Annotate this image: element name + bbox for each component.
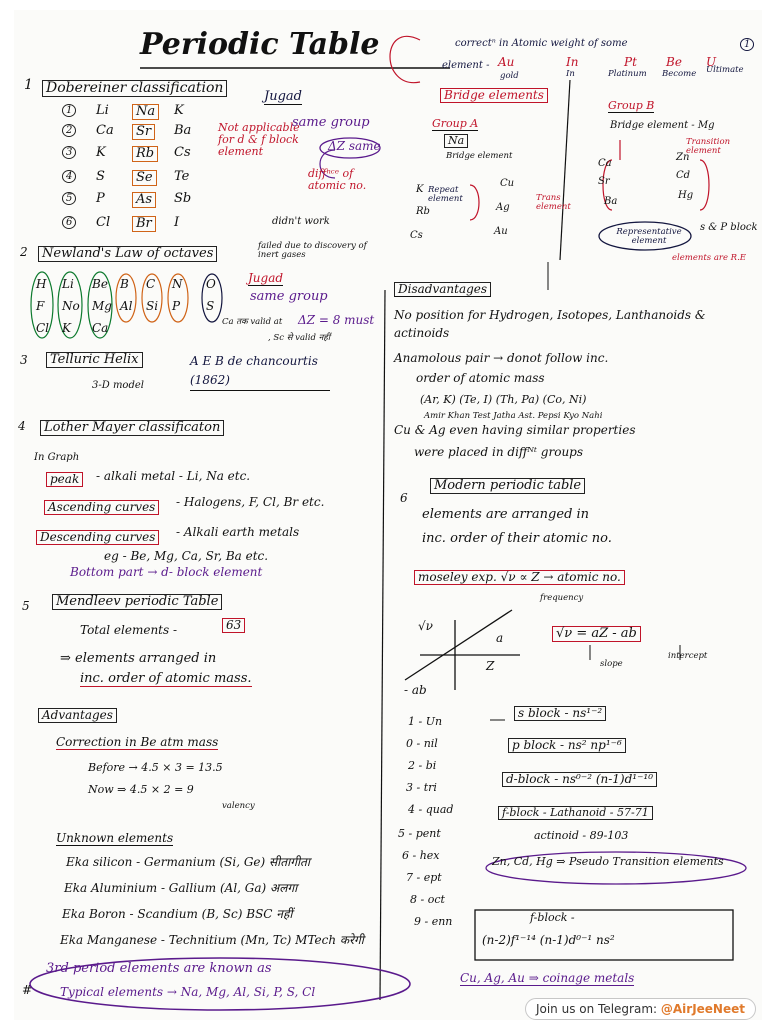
bridge-ag: Ag [496,202,510,213]
section-num-6: 6 [400,491,408,505]
dobereiner-element-a: K [96,145,106,160]
header-el-in: In [566,55,579,69]
newland-element: O [206,277,216,291]
mendleev-arr2: inc. order of atomic mass. [80,671,252,686]
header-el-pt: Pt [624,55,637,69]
dobereiner-element-b: As [132,192,156,208]
header-sub-platinum: Platinum [608,69,647,79]
eka-element: Eka Aluminium - Gallium (Al, Ga) अलगा [64,881,298,895]
bridge-na: Na [444,134,468,148]
number-prefix: 2 - bi [408,759,437,772]
disadvantages-heading: Disadvantages [394,282,491,297]
section-num-2: 2 [20,245,28,259]
modern-moseley: moseley exp. √ν ∝ Z → atomic no. [414,570,625,585]
graph-ab-label: - ab [404,683,427,697]
dobereiner-element-a: Cl [96,215,111,230]
bridge-rb: Rb [416,206,430,217]
dobereiner-row-num: 1 [62,104,76,117]
bridge-divider [560,80,570,260]
f-block-label: f-block - [530,911,575,924]
number-prefix: 8 - oct [410,893,445,906]
dobereiner-row-num: 4 [62,170,76,183]
newland-element: Li [62,277,74,291]
lothar-graph: In Graph [34,452,80,463]
dobereiner-element-b: Na [132,104,159,120]
header-sub-ultimate: Ultimate [706,65,744,75]
eq-arrows [590,645,680,660]
dobereiner-element-a: Ca [96,123,114,138]
bridge-mg: Bridge element - Mg [610,120,715,131]
disadvantages-p2b: order of atomic mass [416,371,545,385]
section-num-4: 4 [18,419,26,433]
newland-heading: Newland's Law of octaves [38,246,217,262]
header-el-u: U [706,55,717,69]
modern-slope: slope [600,659,623,669]
eka-element: Eka Boron - Scandium (B, Sc) BSC नहीं [62,907,293,921]
dobereiner-tag: Jugad [264,89,302,104]
lothar-desc-text: - Alkali earth metals [176,525,300,539]
advantages-heading: Advantages [38,708,117,723]
dobereiner-row-num: 5 [62,192,76,205]
bridge-zn: Zn [676,152,690,163]
newland-same-group: same group [250,289,328,304]
newland-element: C [146,277,156,291]
modern-frequency: frequency [540,593,584,603]
brace-icon [390,36,420,82]
d-block-box: d-block - ns⁰⁻² (n-1)d¹⁻¹⁰ [502,772,657,787]
number-prefix: 1 - Un [408,715,443,728]
newland-element: N [172,277,183,291]
dobereiner-element-a: P [96,191,105,206]
f-block-actinoid: actinoid - 89-103 [534,829,629,842]
bridge-sp: s & P block [700,222,758,233]
zn-brace [700,160,709,210]
dobereiner-diff: diffⁿᶜᵉ of atomic no. [308,167,367,193]
graph-y-label: √ν [418,619,433,633]
newland-element: P [172,299,181,313]
dobereiner-heading: Dobereiner classification [42,80,227,97]
center-divider [380,290,385,1000]
header-note-line: correctⁿ in Atomic weight of some [455,38,628,49]
page-title: Periodic Table [140,27,380,62]
section-num-1: 1 [24,77,33,93]
newland-element: H [36,277,47,291]
header-sub-become: Become [662,69,697,79]
typical-line2: Typical elements → Na, Mg, Al, Si, P, S, Cl [60,985,316,999]
bridge-sr: Sr [598,176,610,187]
header-circled-num: 1 [740,38,754,51]
eka-element: Eka silicon - Germanium (Si, Ge) सीतागीता [66,855,311,869]
bridge-group-a: Group A [432,117,479,130]
graph-x-label: Z [486,659,495,673]
mendleev-total: Total elements - [80,623,178,637]
telegram-handle[interactable]: @AirJeeNeet [660,1002,745,1016]
newland-element: Ca [92,321,109,335]
hash-mark: # [22,983,33,997]
telegram-prefix: Join us on Telegram: [535,1002,661,1016]
newland-element: No [62,299,80,313]
header-el-be: Be [666,55,682,69]
bridge-k: K [416,184,424,195]
dobereiner-row-num: 3 [62,146,76,159]
bridge-au: Au [494,226,508,237]
dobereiner-element-b: Se [132,170,157,186]
typical-line1: 3rd period elements are known as [46,961,272,976]
newland-element: Cl [36,321,50,335]
telluric-model: 3-D model [92,380,144,391]
number-prefix: 3 - tri [406,781,437,794]
f-block-box: f-block - Lathanoid - 57-71 [498,806,653,820]
bridge-cs: Cs [410,230,423,241]
bridge-group-b: Group B [608,99,655,112]
mendleev-arr1: ⇒ elements arranged in [60,651,217,666]
dobereiner-element-c: I [174,215,180,230]
bridge-transition: Transition element [686,137,731,157]
pseudo-transition: Zn, Cd, Hg ⇒ Pseudo Transition elements [492,855,724,868]
number-prefix: 7 - ept [406,871,442,884]
bridge-repeat: Repeat element [428,185,463,205]
lothar-desc-eg: eg - Be, Mg, Ca, Sr, Ba etc. [104,549,269,563]
advantages-correction: Correction in Be atm mass [56,735,219,749]
disadvantages-mnemonic: Amir Khan Test Jatha Ast. Pepsi Kyo Nahi [424,411,603,421]
dobereiner-element-b: Rb [132,146,158,162]
modern-equation: √ν = aZ - ab [552,626,641,642]
modern-intercept: intercept [668,651,708,661]
dobereiner-element-b: Br [132,216,156,232]
dobereiner-element-c: K [174,103,184,118]
telluric-heading: Telluric Helix [46,352,143,368]
disadvantages-p1: No position for Hydrogen, Isotopes, Lanthanoids & actinoids [394,308,706,340]
newland-element: Mg [92,299,112,313]
lothar-heading: Lother Mayer classificaton [40,420,224,436]
dobereiner-element-c: Ba [174,123,192,138]
dobereiner-row-num: 2 [62,124,76,137]
number-prefix: 4 - quad [408,803,454,816]
newland-element: K [62,321,71,335]
graph-a-label: a [496,631,504,645]
bridge-cd: Cd [676,170,691,181]
dobereiner-same-group: same group [292,115,370,130]
dobereiner-element-c: Te [174,169,190,184]
section-num-5: 5 [22,599,30,613]
lothar-descending: Descending curves [36,530,159,545]
section-num-3: 3 [20,353,28,367]
telegram-badge[interactable] [525,998,756,1020]
newland-element: Si [146,299,159,313]
lothar-ascending: Ascending curves [44,500,159,515]
dobereiner-row-num: 6 [62,216,76,229]
s-block-box: s block - ns¹⁻² [514,706,606,721]
bridge-re: elements are R.E [672,253,746,263]
coinage-metals: Cu, Ag, Au ⇒ coinage metals [460,971,635,985]
newland-element: S [206,299,215,313]
number-prefix: 0 - nil [406,737,438,750]
dobereiner-dz-same: ΔZ same [328,139,381,153]
disadvantages-p3b: were placed in diffᴺᵗ groups [414,445,584,459]
lothar-peak-text: - alkali metal - Li, Na etc. [96,469,251,483]
dobereiner-element-b: Sr [132,124,155,140]
newland-element: B [120,277,129,291]
number-prefix: 5 - pent [398,827,441,840]
header-el-au: Au [498,55,515,69]
bridge-trans: Trans element [536,193,571,213]
dobereiner-didnt: didn't work [272,216,330,227]
header-sub-gold: gold [500,71,519,81]
bridge-representative: Representative element [616,227,682,247]
bridge-ba: Ba [604,196,618,207]
modern-heading: Modern periodic table [430,478,585,494]
advantages-before: Before → 4.5 × 3 = 13.5 [88,761,223,774]
modern-line2: inc. order of their atomic no. [422,531,612,546]
f-block-config: (n-2)f¹⁻¹⁴ (n-1)d⁰⁻¹ ns² [482,933,615,947]
bridge-hg: Hg [678,190,694,201]
telluric-by: A E B de chancourtis (1862) [190,352,330,391]
bridge-cu: Cu [500,178,515,189]
newland-element: Be [92,277,108,291]
mendleev-heading: Mendleev periodic Table [52,594,222,610]
advantages-valency: valency [222,801,255,811]
newland-ca: Ca तक valid at [222,317,283,327]
dobereiner-element-c: Sb [174,191,192,206]
bridge-element-label: Bridge element [446,151,513,161]
mendleev-total-value: 63 [222,618,245,633]
newland-jugad: Jugad [248,271,284,285]
number-prefix: 6 - hex [402,849,440,862]
advantages-now: Now ⇒ 4.5 × 2 = 9 [88,783,194,796]
disadvantages-p3a: Cu & Ag even having similar properties [394,423,636,437]
header-sub-in: In [566,69,575,79]
disadvantages-p2a: Anamolous pair → donot follow inc. [394,351,609,365]
eka-element: Eka Manganese - Technitium (Mn, Tc) MTech करेगी [60,933,364,947]
number-prefix: 9 - enn [414,915,453,928]
advantages-unknown: Unknown elements [56,831,174,845]
dobereiner-element-c: Cs [174,145,191,160]
p-block-box: p block - ns² np¹⁻⁶ [508,738,626,753]
dobereiner-element-a: Li [96,103,109,118]
lothar-bottom: Bottom part → d- block element [70,565,263,579]
bridge-ca: Ca [598,158,612,169]
newland-failed: failed due to discovery of inert gases [258,241,367,261]
trans-brace [470,185,479,220]
modern-line1: elements are arranged in [422,507,590,522]
header-element-label: element - [442,60,490,71]
newland-dz: ΔZ = 8 must [298,313,375,327]
dobereiner-note: Not applicable for d & f block element [218,121,300,159]
disadvantages-pairs: (Ar, K) (Te, I) (Th, Pa) (Co, Ni) [420,393,587,406]
dobereiner-element-a: S [96,169,105,184]
lothar-peak: peak [46,472,83,487]
bridge-heading: Bridge elements [440,88,548,103]
lothar-asc-text: - Halogens, F, Cl, Br etc. [176,495,325,509]
newland-element: F [36,299,45,313]
newland-element: Al [120,299,133,313]
newland-sc: , Sc से valid नहीं [268,333,331,343]
